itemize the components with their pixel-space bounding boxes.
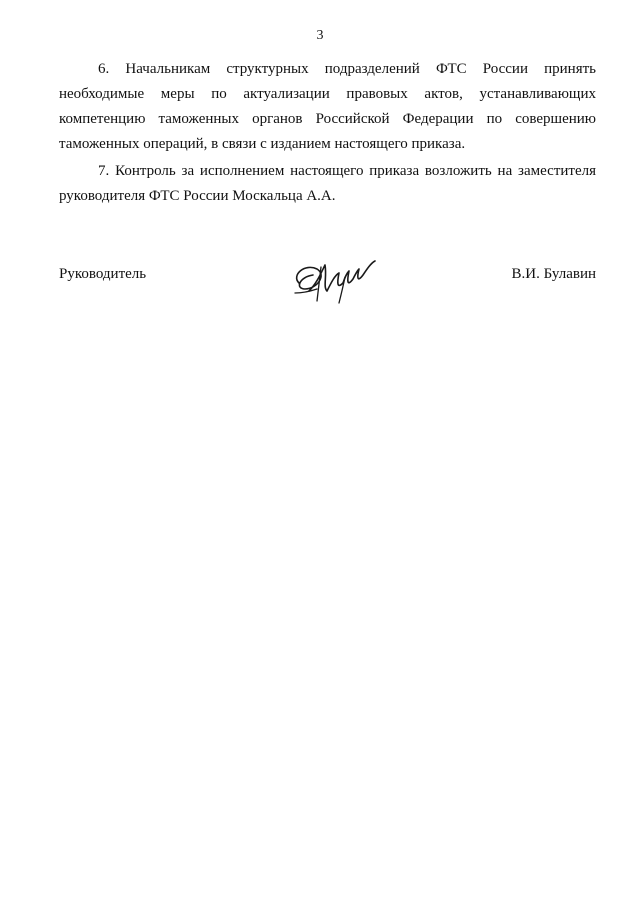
paragraph-item-7: 7. Контроль за исполнением настоящего приказа возложить на заместителя руководителя ФТС России Москальца А.А. <box>59 163 596 204</box>
signer-name: В.И. Булавин <box>511 266 596 282</box>
handwritten-signature <box>287 253 397 309</box>
signature-block <box>59 263 596 323</box>
signer-title: Руководитель <box>59 266 147 282</box>
page-number: 3 <box>316 28 324 43</box>
paragraph-item-6: 6. Начальникам структурных подразделений ФТС России принять необходимые меры по актуализации правовых актов, устанавливающих компетенцию таможенных органов Российской Федерации по совершению таможенных операций, в связи с изданием настоящего приказа. <box>59 61 596 152</box>
